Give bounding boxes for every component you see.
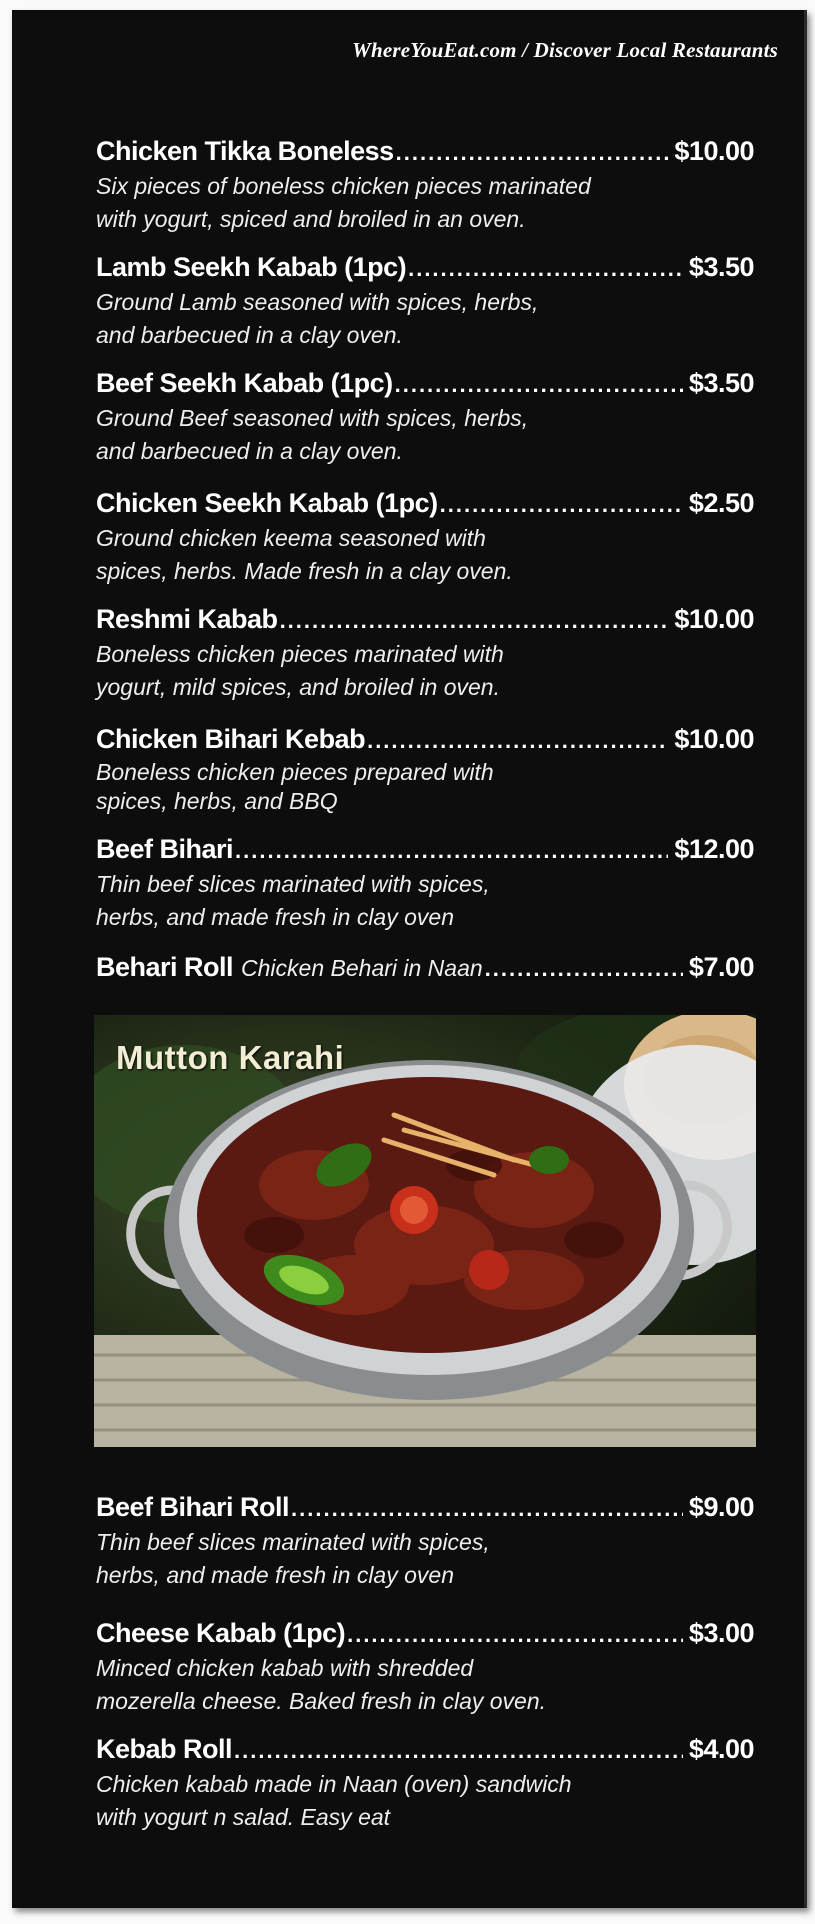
item-name: Beef Seekh Kabab (1pc) — [96, 368, 393, 398]
site-credit[interactable]: WhereYouEat.com / Discover Local Restaurants — [352, 38, 778, 62]
item-name: Kebab Roll — [96, 1734, 233, 1764]
item-title-line — [96, 602, 754, 638]
description-line: Chicken kabab made in Naan (oven) sandwich — [96, 1771, 572, 1797]
item-title-line — [96, 1490, 754, 1526]
description-line: Thin beef slices marinated with spices, — [96, 871, 490, 897]
item-description — [96, 286, 656, 352]
item-price: $7.00 — [688, 952, 754, 982]
mutton-karahi-illustration — [94, 1015, 756, 1447]
description-line: with yogurt n salad. Easy eat — [96, 1804, 391, 1830]
item-title-line — [96, 950, 754, 986]
description-line: Boneless chicken pieces marinated with — [96, 641, 504, 667]
description-line: Thin beef slices marinated with spices, — [96, 1529, 490, 1555]
menu-item — [96, 1616, 754, 1718]
description-line: Ground chicken keema seasoned with — [96, 525, 486, 551]
item-inline-description: Chicken Behari in Naan — [241, 955, 483, 981]
menu-item — [96, 366, 754, 468]
item-description — [96, 868, 656, 934]
item-title-line — [96, 722, 754, 758]
dot-leader — [440, 488, 683, 522]
item-description — [96, 522, 656, 588]
menu-item — [96, 1490, 754, 1592]
dish-photo — [94, 1015, 756, 1447]
dot-leader — [291, 1492, 683, 1526]
item-price: $4.00 — [688, 1734, 754, 1764]
item-name: Cheese Kabab (1pc) — [96, 1618, 346, 1648]
item-description — [96, 402, 656, 468]
menu-item — [96, 486, 754, 588]
item-name: Chicken Bihari Kebab — [96, 724, 366, 754]
item-title-line — [96, 832, 754, 868]
description-line: Minced chicken kabab with shredded — [96, 1655, 474, 1681]
item-price: $9.00 — [688, 1492, 754, 1522]
menu-item — [96, 602, 754, 704]
dot-leader — [234, 1734, 683, 1768]
item-name: Behari Roll — [96, 952, 234, 982]
dot-leader — [347, 1618, 683, 1652]
description-line: herbs, and made fresh in clay oven — [96, 1562, 454, 1588]
description-line: Boneless chicken pieces prepared with — [96, 759, 494, 785]
item-description — [96, 170, 656, 236]
item-name: Lamb Seekh Kabab (1pc) — [96, 252, 407, 282]
item-title-line — [96, 366, 754, 402]
item-name: Beef Bihari — [96, 834, 234, 864]
item-title-line — [96, 250, 754, 286]
item-description — [96, 1526, 656, 1592]
menu-item — [96, 250, 754, 352]
dot-leader — [485, 952, 683, 986]
description-line: Ground Lamb seasoned with spices, herbs, — [96, 289, 539, 315]
menu-item — [96, 722, 754, 816]
dot-leader — [396, 136, 669, 170]
description-line: herbs, and made fresh in clay oven — [96, 904, 454, 930]
item-name: Reshmi Kabab — [96, 604, 278, 634]
item-price: $3.50 — [688, 368, 754, 398]
item-name: Chicken Tikka Boneless — [96, 136, 394, 166]
description-line: spices, herbs, and BBQ — [96, 788, 338, 814]
photo-caption: Mutton Karahi — [116, 1039, 345, 1076]
item-name: Chicken Seekh Kabab (1pc) — [96, 488, 438, 518]
item-description — [96, 638, 656, 704]
item-description — [96, 758, 656, 816]
dot-leader — [395, 368, 683, 402]
menu-item — [96, 134, 754, 236]
description-line: mozerella cheese. Baked fresh in clay oven. — [96, 1688, 547, 1714]
menu-card — [12, 10, 807, 1908]
item-title-line — [96, 134, 754, 170]
item-title-line — [96, 486, 754, 522]
item-price: $3.00 — [688, 1618, 754, 1648]
description-line: yogurt, mild spices, and broiled in oven. — [96, 674, 500, 700]
description-line: spices, herbs. Made fresh in a clay oven. — [96, 558, 513, 584]
item-price: $10.00 — [674, 724, 754, 754]
dot-leader — [408, 252, 683, 286]
description-line: with yogurt, spiced and broiled in an oven. — [96, 206, 526, 232]
description-line: and barbecued in a clay oven. — [96, 322, 403, 348]
menu-item — [96, 950, 754, 986]
item-price: $12.00 — [674, 834, 754, 864]
item-price: $10.00 — [674, 136, 754, 166]
item-title-line — [96, 1616, 754, 1652]
menu-item — [96, 832, 754, 934]
description-line: Ground Beef seasoned with spices, herbs, — [96, 405, 529, 431]
description-line: Six pieces of boneless chicken pieces marinated — [96, 173, 591, 199]
dot-leader — [367, 724, 668, 758]
item-name: Beef Bihari Roll — [96, 1492, 290, 1522]
menu-item — [96, 1732, 754, 1834]
item-description — [96, 1768, 696, 1834]
item-price: $10.00 — [674, 604, 754, 634]
dot-leader — [235, 834, 668, 868]
item-price: $2.50 — [688, 488, 754, 518]
dot-leader — [280, 604, 669, 638]
description-line: and barbecued in a clay oven. — [96, 438, 403, 464]
item-description — [96, 1652, 656, 1718]
item-title-line — [96, 1732, 754, 1768]
item-price: $3.50 — [688, 252, 754, 282]
